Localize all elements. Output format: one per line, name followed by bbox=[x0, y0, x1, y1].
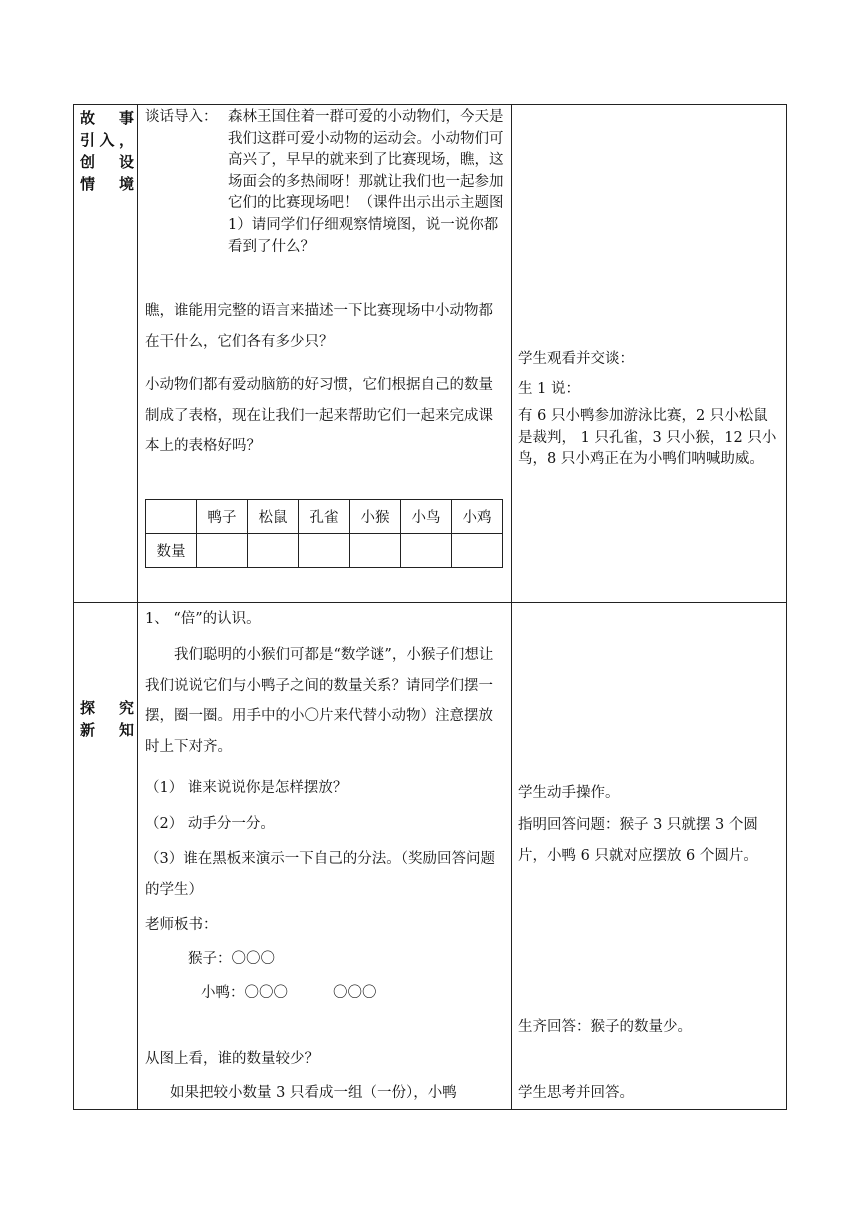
section-label-line: 新知 bbox=[80, 721, 134, 739]
student2-line-1: 学生动手操作。 bbox=[518, 785, 620, 801]
explore-last-line: 如果把较小数量 3 只看成一组（一份），小鸭 bbox=[170, 1085, 457, 1101]
column-divider-1 bbox=[137, 105, 138, 1109]
section-label-line: 探 究 bbox=[80, 699, 134, 717]
section-label-line: 情境 bbox=[80, 175, 134, 193]
table-header-cell: 小鸡 bbox=[452, 500, 503, 534]
table-header-cell: 小鸟 bbox=[401, 500, 452, 534]
row-divider bbox=[74, 602, 786, 603]
section-label-explore bbox=[80, 697, 134, 741]
explore-step-3: （3）谁在黑板来演示一下自己的分法。（奖励回答问题的学生） bbox=[145, 851, 495, 898]
table-cell bbox=[452, 534, 503, 568]
table-header-cell: 鸭子 bbox=[197, 500, 248, 534]
student2-line-2: 指明回答问题：猴子 3 只就摆 3 个圆片，小鸭 6 只就对应摆放 6 个圆片。 bbox=[518, 817, 758, 864]
table-row-label: 数量 bbox=[146, 534, 197, 568]
board-title: 老师板书： bbox=[145, 917, 218, 933]
table-header-cell bbox=[146, 500, 197, 534]
explore-question: 从图上看，谁的数量较少？ bbox=[145, 1051, 319, 1067]
student-line: 生 1 说： bbox=[518, 381, 580, 397]
table-cell bbox=[350, 534, 401, 568]
explore-step-2: （2） 动手分一分。 bbox=[145, 816, 275, 832]
column-divider-2 bbox=[511, 105, 512, 1109]
board-monkey-line: 猴子：〇〇〇 bbox=[188, 951, 275, 967]
table-header-cell: 小猴 bbox=[350, 500, 401, 534]
intro-body: 森林王国住着一群可爱的小动物们，今天是我们这群可爱小动物的运动会。小动物们可高兴了，早早的就来到了比赛现场，瞧，这场面会的多热闹呀！那就让我们也一起参加它们的比赛现场吧！（课件出示出示主题图 1）请同学们仔细观察情境图，说一说你都看到了什么？ bbox=[228, 109, 504, 255]
section-label-line: 引入， bbox=[80, 131, 134, 149]
table-row bbox=[146, 534, 503, 568]
board-duck-line-b: 〇〇〇 bbox=[333, 985, 377, 1001]
table-row bbox=[146, 500, 503, 534]
table-cell bbox=[401, 534, 452, 568]
table-cell bbox=[197, 534, 248, 568]
section-label-line: 创 设 bbox=[80, 153, 134, 171]
animal-count-table bbox=[145, 499, 503, 568]
section-label-line: 故 事 bbox=[80, 109, 134, 127]
board-duck-line-a: 小鸭：〇〇〇 bbox=[201, 985, 288, 1001]
student2-line-4: 学生思考并回答。 bbox=[518, 1085, 634, 1101]
table-header-cell: 松鼠 bbox=[248, 500, 299, 534]
table-cell bbox=[248, 534, 299, 568]
student2-line-3: 生齐回答：猴子的数量少。 bbox=[518, 1019, 692, 1035]
intro-label: 谈话导入： bbox=[145, 109, 218, 125]
student-line: 有 6 只小鸭参加游泳比赛，2 只小松鼠是裁判， 1 只孔雀，3 只小猴，12 只小鸟，8 只小鸡正在为小鸭们呐喊助威。 bbox=[518, 408, 777, 467]
intro-paragraph-2: 小动物们都有爱动脑筋的好习惯，它们根据自己的数量制成了表格，现在让我们一起来帮助它们一起来完成课本上的表格好吗？ bbox=[145, 377, 493, 454]
explore-heading: 1、 “倍”的认识。 bbox=[145, 611, 261, 627]
student-line: 学生观看并交谈： bbox=[518, 351, 634, 367]
student-response-1 bbox=[518, 344, 780, 471]
explore-paragraph: 我们聪明的小猴们可都是“数学谜”，小猴子们想让我们说说它们与小鸭子之间的数量关系？请同学们摆一摆，圈一圈。用手中的小〇片来代替小动物）注意摆放时上下对齐。 bbox=[145, 647, 494, 755]
table-cell bbox=[299, 534, 350, 568]
table-header-cell: 孔雀 bbox=[299, 500, 350, 534]
intro-paragraph-1: 瞧，谁能用完整的语言来描述一下比赛现场中小动物都在干什么，它们各有多少只？ bbox=[145, 303, 493, 350]
explore-step-1: （1） 谁来说说你是怎样摆放？ bbox=[145, 780, 348, 796]
section-label-story bbox=[80, 107, 134, 195]
